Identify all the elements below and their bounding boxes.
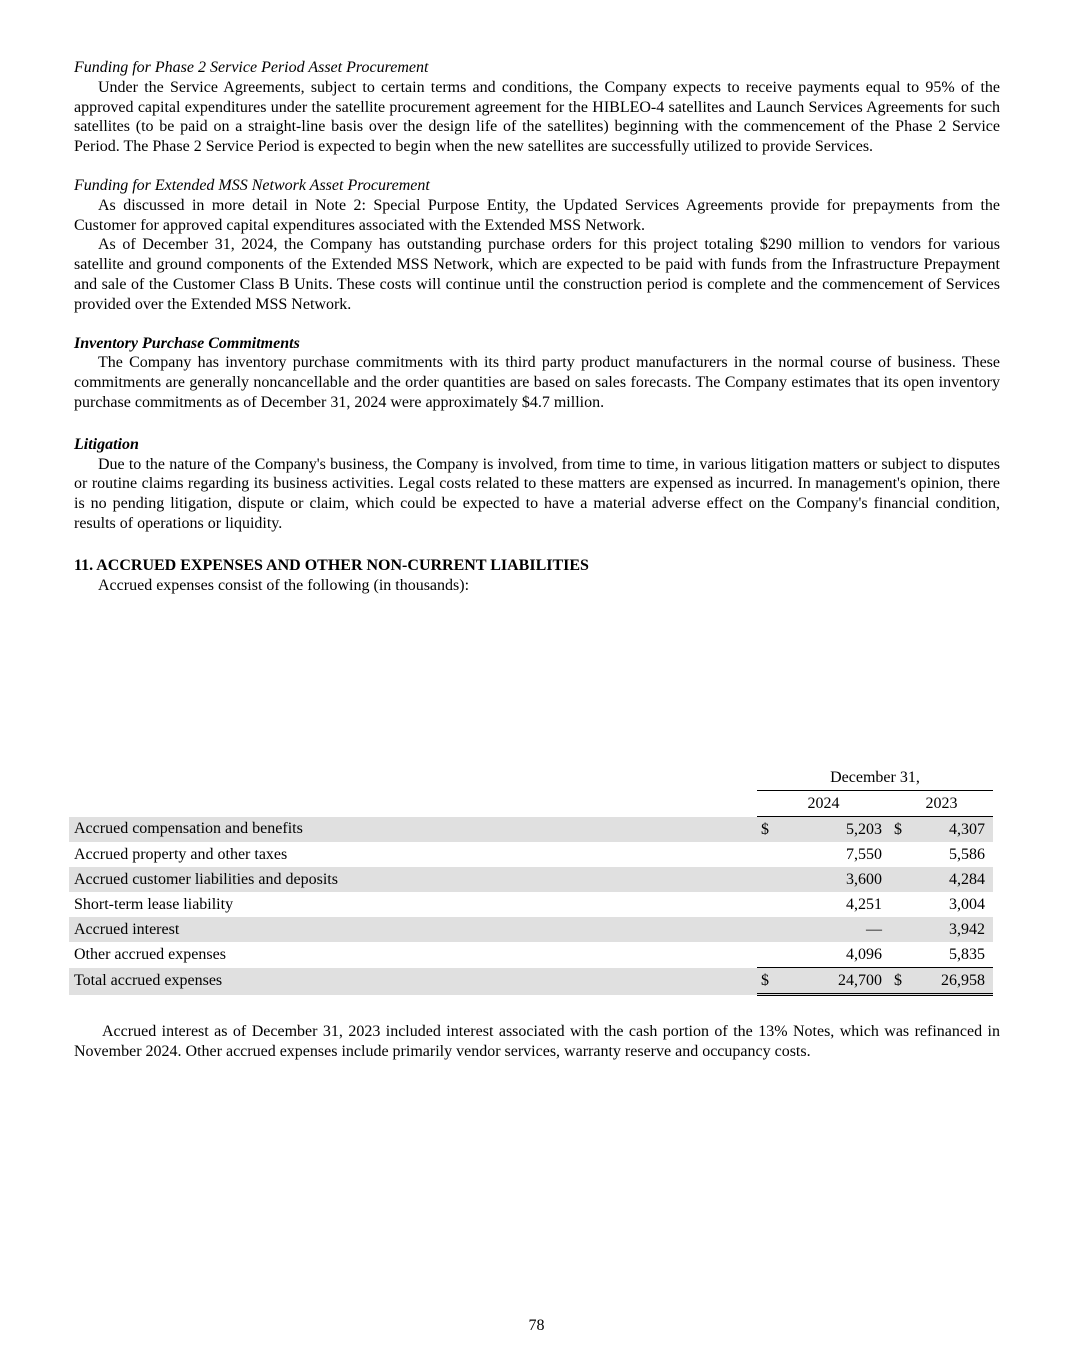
paragraph-accrued-interest: Accrued interest as of December 31, 2023 included interest associated with the cash portion of the 13% Notes, which was refinanced in November 2024. Other accrued expenses include primarily vendor services, warranty reserve and occupancy costs. [74, 1023, 1000, 1060]
total-value-2024: 24,700 [781, 968, 890, 995]
row-value-2023: 4,284 [914, 867, 993, 892]
row-label: Accrued property and other taxes [74, 845, 288, 863]
total-dollar-2023: $ [890, 968, 914, 995]
table-row [69, 842, 993, 867]
heading-note-11: 11. ACCRUED EXPENSES AND OTHER NON-CURRENT LIABILITIES [74, 556, 589, 574]
table-header-row [69, 765, 993, 791]
row-value-2023: 5,835 [949, 945, 985, 963]
table-row [69, 942, 993, 968]
total-label: Total accrued expenses [69, 968, 757, 995]
row-dollar-2023: $ [890, 817, 914, 843]
paragraph-inventory-commitments: The Company has inventory purchase commitments with its third party product manufacturers in the normal course of business. These commitments are generally noncancellable and the order quantities are based on sales forecasts. The Company estimates that its open inventory purchase commitments as of December 31, 2024 were approximately $4.7 million. [74, 354, 1000, 411]
row-value-2023: 3,942 [914, 917, 993, 942]
row-dollar-2023 [890, 867, 914, 892]
row-value-2023: 4,307 [914, 817, 993, 843]
row-value-2024: 3,600 [781, 867, 890, 892]
heading-mss-funding: Funding for Extended MSS Network Asset Procurement [74, 176, 430, 194]
row-value-2024: — [781, 917, 890, 942]
table-row [69, 867, 993, 892]
row-value-2024: 4,096 [846, 945, 882, 963]
paragraph-litigation: Due to the nature of the Company's business, the Company is involved, from time to time, in various litigation matters or subject to disputes or routine claims regarding its business activities. Legal costs related to these matters are expensed as incurred. In management's opinion, there is no pending litigation, dispute or claim, which could be expected to have a material adverse effect on the Company's financial condition, results of operations or liquidity. [74, 455, 1000, 532]
row-label: Accrued compensation and benefits [69, 817, 757, 843]
row-value-2023: 5,586 [949, 845, 985, 863]
paragraph-phase2-funding: Under the Service Agreements, subject to certain terms and conditions, the Company expects to receive payments equal to 95% of the approved capital expenditures under the satellite procurement agreement for the HIBLEO-4 satellites and Launch Services Agreements for such satellites (to be paid on a straight-line basis over the design life of the satellites) beginning with the commencement of the Phase 2 Service Period. The Phase 2 Service Period is expected to begin when the new satellites are successfully utilized to provide Services. [74, 78, 1000, 156]
table-row [69, 892, 993, 917]
table-total-row [69, 968, 993, 995]
total-value-2023: 26,958 [914, 968, 993, 995]
paragraph-note-11-intro: Accrued expenses consist of the following (in thousands): [98, 576, 470, 594]
note-11-footer [74, 1022, 1000, 1062]
total-dollar-2024: $ [757, 968, 781, 995]
row-dollar-2023 [890, 917, 914, 942]
heading-litigation: Litigation [74, 435, 139, 453]
row-label: Other accrued expenses [74, 945, 226, 963]
table-header-year-2023: 2023 [890, 791, 993, 817]
row-dollar-2023 [890, 842, 914, 867]
row-dollar-2024 [757, 892, 781, 917]
row-dollar-2023 [890, 892, 914, 917]
table-year-row [69, 791, 993, 817]
heading-inventory-commitments: Inventory Purchase Commitments [74, 334, 300, 352]
table-row [69, 817, 993, 843]
row-label: Short-term lease liability [74, 895, 234, 913]
row-value-2024: 7,550 [846, 845, 882, 863]
row-dollar-2024 [757, 867, 781, 892]
paragraph-mss-prepayments: As discussed in more detail in Note 2: Special Purpose Entity, the Updated Services Agreements provide for prepayments from the Customer for approved capital expenditures associated with the Extended MSS Network. [74, 196, 1000, 234]
row-label: Accrued customer liabilities and deposits [69, 867, 757, 892]
row-value-2023: 3,004 [949, 895, 985, 913]
row-value-2024: 5,203 [781, 817, 890, 843]
row-dollar-2024 [757, 942, 781, 968]
page-body [74, 58, 1000, 595]
row-dollar-2023 [890, 942, 914, 968]
table-header-year-2024: 2024 [757, 791, 890, 817]
heading-phase2-funding: Funding for Phase 2 Service Period Asset Procurement [74, 59, 429, 76]
row-dollar-2024: $ [757, 817, 781, 843]
row-dollar-2024 [757, 842, 781, 867]
row-dollar-2024 [757, 917, 781, 942]
page-number: 78 [528, 1317, 545, 1334]
row-label: Accrued interest [69, 917, 757, 942]
accrued-expenses-table [69, 765, 993, 996]
row-value-2024: 4,251 [846, 895, 882, 913]
paragraph-mss-purchase-orders: As of December 31, 2024, the Company has outstanding purchase orders for this project totaling $290 million to vendors for various satellite and ground components of the Extended MSS Network, which are expected to be paid with funds from the Infrastructure Prepayment and sale of the Customer Class B Units. These costs will continue until the construction period is complete and the commencement of Services provided over the Extended MSS Network. [74, 236, 1000, 313]
table-row [69, 917, 993, 942]
table-header-december: December 31, [757, 765, 993, 791]
